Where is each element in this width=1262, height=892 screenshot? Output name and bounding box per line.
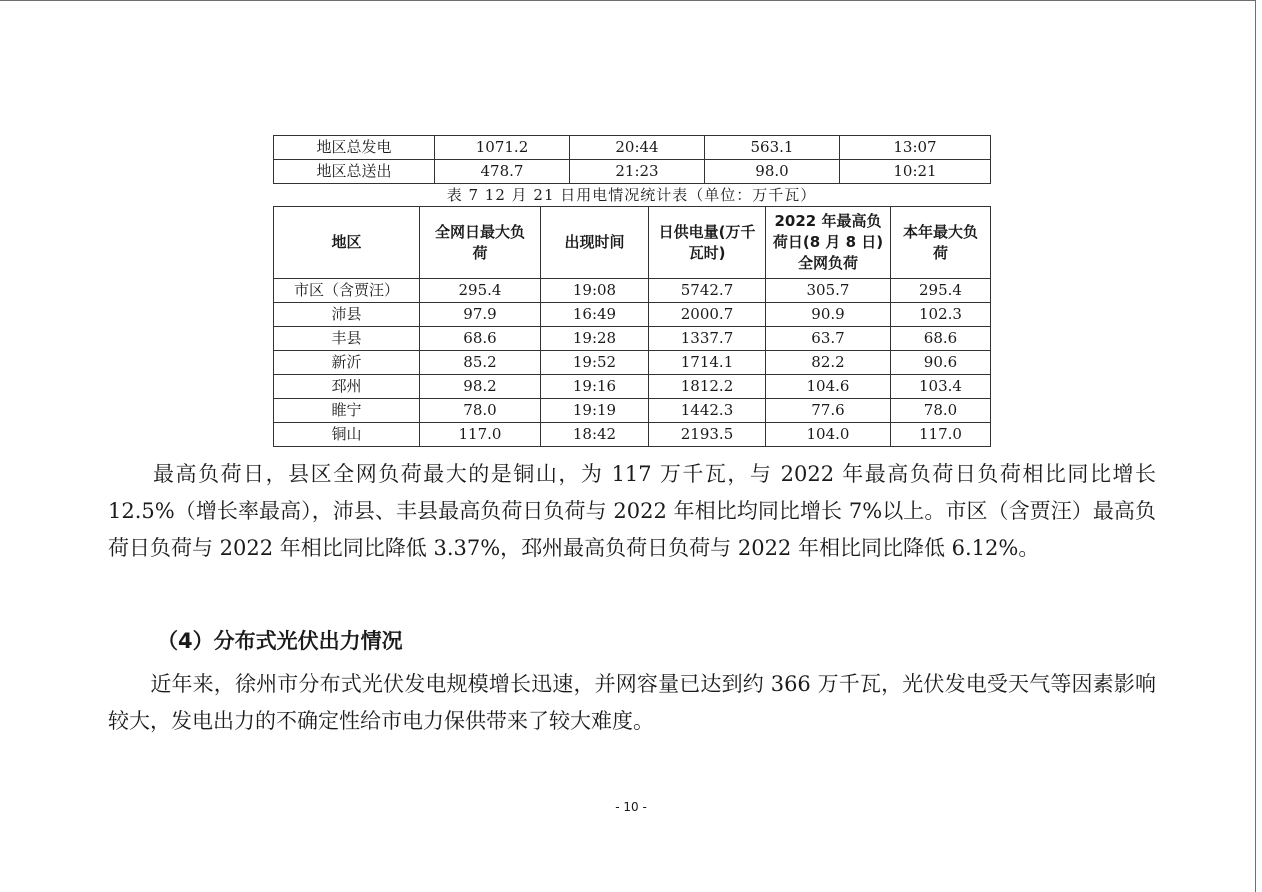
table-cell: 1812.2 bbox=[649, 375, 766, 399]
table-cell: 16:49 bbox=[541, 303, 649, 327]
table-cell: 1714.1 bbox=[649, 351, 766, 375]
table-cell: 85.2 bbox=[420, 351, 541, 375]
column-header: 日供电量(万千瓦时) bbox=[649, 207, 766, 279]
table-cell: 78.0 bbox=[891, 399, 991, 423]
table-cell: 295.4 bbox=[420, 279, 541, 303]
table-cell: 19:28 bbox=[541, 327, 649, 351]
table-cell: 68.6 bbox=[891, 327, 991, 351]
table-cell: 10:21 bbox=[840, 160, 991, 184]
table-row bbox=[274, 399, 991, 423]
table-cell: 2000.7 bbox=[649, 303, 766, 327]
table-cell: 20:44 bbox=[570, 136, 705, 160]
table-cell: 97.9 bbox=[420, 303, 541, 327]
table-cell: 2193.5 bbox=[649, 423, 766, 447]
table-cell: 103.4 bbox=[891, 375, 991, 399]
table-cell: 新沂 bbox=[274, 351, 420, 375]
table-cell: 104.6 bbox=[766, 375, 891, 399]
table-cell: 478.7 bbox=[435, 160, 570, 184]
summary-table bbox=[273, 135, 991, 184]
table-cell: 1337.7 bbox=[649, 327, 766, 351]
table-cell: 1071.2 bbox=[435, 136, 570, 160]
table-cell: 睢宁 bbox=[274, 399, 420, 423]
column-header: 2022 年最高负荷日(8 月 8 日)全网负荷 bbox=[766, 207, 891, 279]
table-cell: 铜山 bbox=[274, 423, 420, 447]
table-cell: 18:42 bbox=[541, 423, 649, 447]
table-cell: 19:16 bbox=[541, 375, 649, 399]
column-header: 本年最大负荷 bbox=[891, 207, 991, 279]
table-cell: 19:19 bbox=[541, 399, 649, 423]
table-row bbox=[274, 423, 991, 447]
table-row bbox=[274, 303, 991, 327]
page-number: - 10 - bbox=[615, 800, 647, 814]
table-cell: 1442.3 bbox=[649, 399, 766, 423]
table-cell: 13:07 bbox=[840, 136, 991, 160]
table-row bbox=[274, 160, 991, 184]
table-caption: 表 7 12 月 21 日用电情况统计表（单位：万千瓦） bbox=[446, 186, 817, 204]
paragraph-solar-pv: 近年来，徐州市分布式光伏发电规模增长迅速，并网容量已达到约 366 万千瓦，光伏发电受天气等因素影响较大，发电出力的不确定性给市电力保供带来了较大难度。 bbox=[108, 672, 1156, 733]
usage-statistics-table bbox=[273, 206, 991, 447]
table-cell: 19:52 bbox=[541, 351, 649, 375]
table-cell: 90.6 bbox=[891, 351, 991, 375]
table-cell: 77.6 bbox=[766, 399, 891, 423]
table-cell: 19:08 bbox=[541, 279, 649, 303]
column-header: 出现时间 bbox=[541, 207, 649, 279]
table-cell: 305.7 bbox=[766, 279, 891, 303]
table-cell: 90.9 bbox=[766, 303, 891, 327]
table-cell: 地区总发电 bbox=[274, 136, 435, 160]
table-cell: 104.0 bbox=[766, 423, 891, 447]
table-cell: 295.4 bbox=[891, 279, 991, 303]
table-cell: 78.0 bbox=[420, 399, 541, 423]
table-row bbox=[274, 136, 991, 160]
table-cell: 102.3 bbox=[891, 303, 991, 327]
table-cell: 63.7 bbox=[766, 327, 891, 351]
table-cell: 117.0 bbox=[891, 423, 991, 447]
table-cell: 98.0 bbox=[705, 160, 840, 184]
table-cell: 82.2 bbox=[766, 351, 891, 375]
column-header: 全网日最大负荷 bbox=[420, 207, 541, 279]
table-row bbox=[274, 279, 991, 303]
table-cell: 地区总送出 bbox=[274, 160, 435, 184]
table-cell: 68.6 bbox=[420, 327, 541, 351]
table-cell: 563.1 bbox=[705, 136, 840, 160]
table-row bbox=[274, 351, 991, 375]
table-cell: 5742.7 bbox=[649, 279, 766, 303]
table-cell: 沛县 bbox=[274, 303, 420, 327]
section-heading: （4）分布式光伏出力情况 bbox=[157, 629, 403, 653]
table-row bbox=[274, 327, 991, 351]
table-row bbox=[274, 375, 991, 399]
table-cell: 117.0 bbox=[420, 423, 541, 447]
table-cell: 市区（含贾汪） bbox=[274, 279, 420, 303]
table-cell: 21:23 bbox=[570, 160, 705, 184]
table-header-row bbox=[274, 207, 991, 279]
table-cell: 邳州 bbox=[274, 375, 420, 399]
paragraph-load-analysis: 最高负荷日，县区全网负荷最大的是铜山，为 117 万千瓦，与 2022 年最高负荷日负荷相比同比增长 12.5%（增长率最高），沛县、丰县最高负荷日负荷与 2022 年相比均同比增长 7%以上。市区（含贾汪）最高负荷日负荷与 2022 年相比同比降低 3.37%，邳州最高负荷日负荷与 2022 年相比同比降低 6.12%。 bbox=[108, 462, 1156, 560]
table-cell: 98.2 bbox=[420, 375, 541, 399]
table-cell: 丰县 bbox=[274, 327, 420, 351]
column-header: 地区 bbox=[274, 207, 420, 279]
